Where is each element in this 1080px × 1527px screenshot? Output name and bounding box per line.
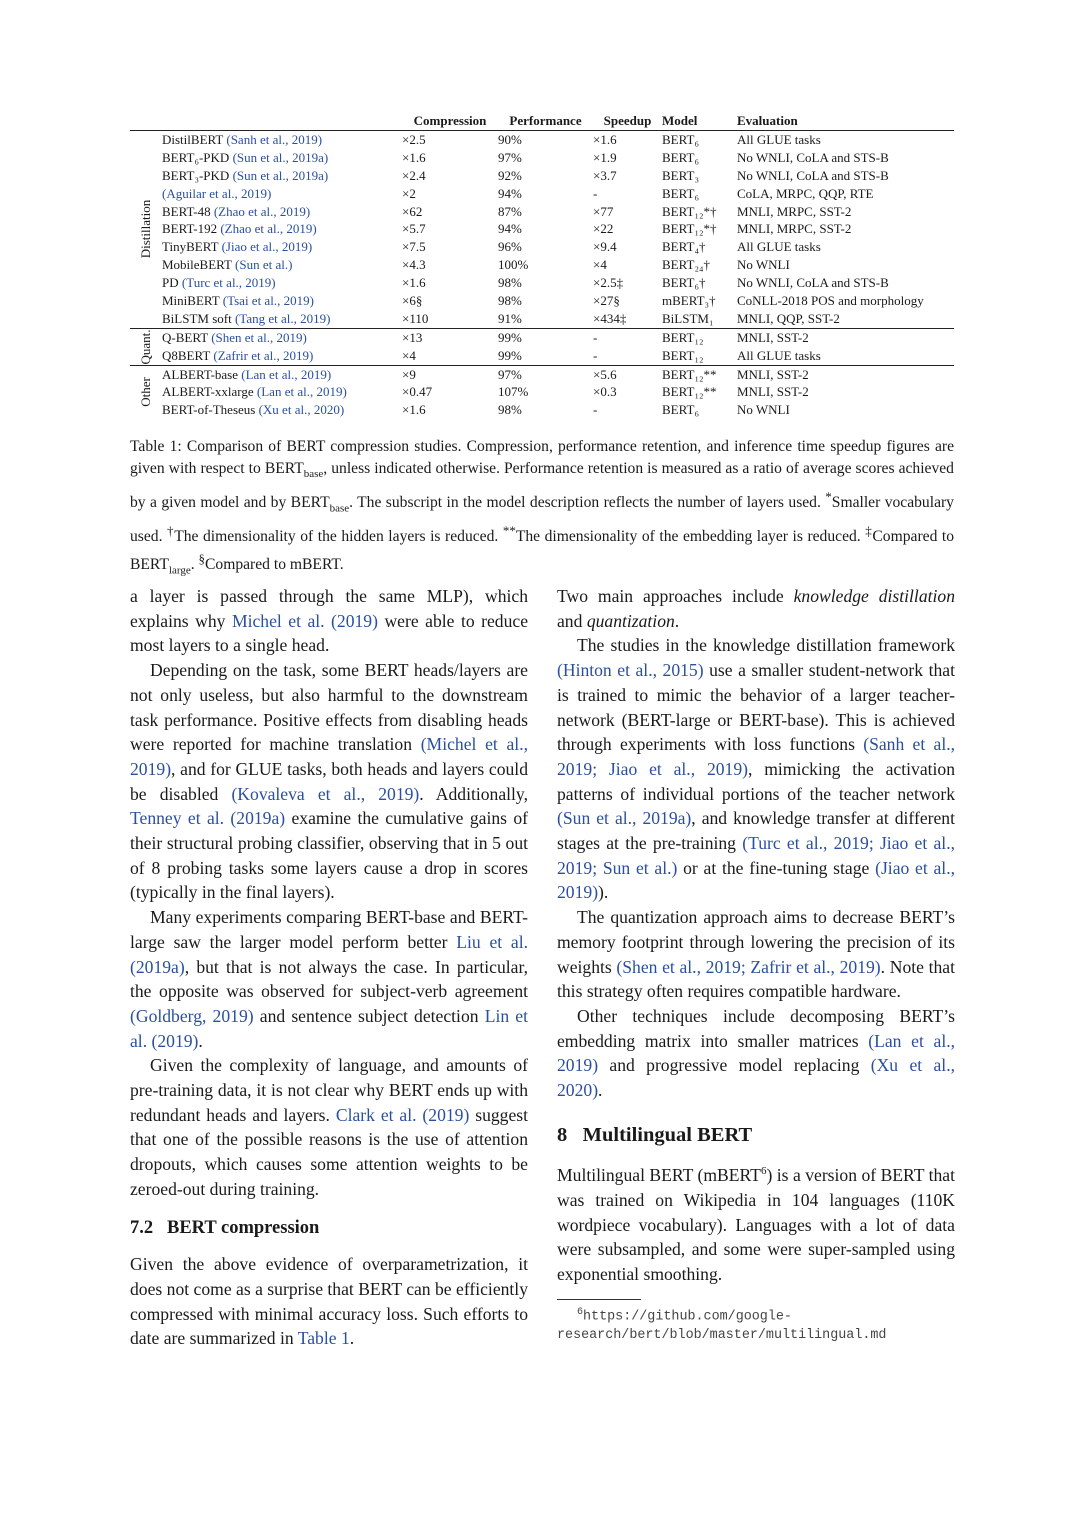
footnote-marker[interactable]: 6 (760, 1165, 767, 1178)
model-cell: BERT₁₂*† (662, 221, 717, 237)
evaluation-cell: MNLI, MRPC, SST-2 (737, 221, 852, 237)
header-compression: Compression (413, 113, 487, 128)
table-row (162, 401, 954, 419)
citation-link[interactable]: (Hinton et al., 2015) (557, 660, 704, 681)
model-cell: BERT₁₂ (662, 347, 704, 363)
table-row (162, 185, 954, 203)
table-caption: Table 1: Comparison of BERT compression studies. Compression, performance retention, and inference time speedup figures are given with respect to $BERT_{base}$, unless indicated otherwise. Performance retention is measured as a ratio of average scores achieved by a given model and by $BERT_{base}$. The subscript in the model description reflects the number of layers used. *Smaller vocabulary used. †The dimensionality of the hidden layers is reduced. **The dimensionality of the embedding layer is reduced. ‡Compared to $BERT_{large}$. §Compared to mBERT. (130, 438, 955, 577)
compression-cell: ×5.7 (402, 221, 426, 237)
method-cell (162, 256, 402, 274)
section-heading: 8 Multilingual BERT (557, 1123, 753, 1146)
performance-cell: 99% (498, 329, 522, 345)
table-body (130, 131, 954, 419)
method-cell (162, 292, 402, 310)
citation-link[interactable]: Lin et al. (2019) (130, 1005, 528, 1051)
evaluation-cell: All GLUE tasks (737, 347, 821, 363)
compression-cell: ×4.3 (402, 257, 426, 273)
citation-link[interactable]: (Tsai et al., 2019) (222, 293, 314, 309)
citation-link[interactable]: (Goldberg, 2019) (130, 1005, 254, 1026)
citation-link[interactable]: (Lan et al., 2019) (256, 384, 347, 400)
paragraph: Depending on the task, some BERT heads/layers are not only useless, but also harmful to the downstream task performance. Positive effects from disabling heads were reported for machine translation (Michel et al., 2019), and for GLUE tasks, both heads and layers could be disabled (Kovaleva et al., 2019). Additionally, Tenney et al. (2019a) examine the cumulative gains of their structural probing classifier, observing that in 5 out of 8 probing tasks some layers cause a drop in scores (typically in the final layers). (130, 660, 528, 903)
model-cell: BERT₁₂*† (662, 203, 717, 219)
method-cell (162, 167, 402, 185)
group-label: Distillation (138, 200, 154, 259)
method-cell (162, 149, 402, 167)
method-name: BERT-192 (162, 221, 218, 237)
method-cell (162, 329, 402, 347)
model-cell: BERT₁₂** (662, 366, 717, 382)
evaluation-cell: CoLA, MRPC, QQP, RTE (737, 185, 874, 201)
table-row (162, 167, 954, 185)
model-cell: BERT₁₂** (662, 384, 717, 400)
compression-cell: ×13 (402, 329, 423, 345)
section-heading: 7.2 BERT compression (130, 1217, 320, 1238)
speedup-cell: ×22 (593, 221, 614, 237)
method-name: TinyBERT (162, 239, 219, 255)
performance-cell: 97% (498, 366, 522, 382)
speedup-cell: ×0.3 (593, 384, 617, 400)
evaluation-cell: MNLI, SST-2 (737, 366, 809, 382)
performance-cell: 94% (498, 185, 522, 201)
speedup-cell: ×2.5‡ (593, 275, 624, 291)
table-row (162, 292, 954, 310)
speedup-cell: ×27§ (593, 293, 620, 309)
performance-cell: 107% (498, 384, 529, 400)
performance-cell: 92% (498, 167, 522, 183)
method-name: ALBERT-xxlarge (162, 384, 254, 400)
footnote-rule (557, 1299, 641, 1300)
speedup-cell: - (593, 347, 598, 363)
citation-link[interactable]: (Zhao et al., 2019) (213, 203, 311, 219)
citation-link[interactable]: (Michel et al., 2019) (130, 734, 528, 779)
evaluation-cell: All GLUE tasks (737, 132, 821, 147)
speedup-cell: - (593, 185, 598, 201)
method-cell (162, 310, 402, 328)
method-name: MobileBERT (162, 257, 232, 273)
method-name: BERT₃-PKD (162, 167, 230, 183)
speedup-cell: ×1.9 (593, 149, 617, 165)
citation-link[interactable]: (Sun et al., 2019a) (232, 167, 329, 183)
citation-link[interactable]: (Sanh et al., 2019; Jiao et al., 2019) (557, 734, 955, 779)
citation-link[interactable]: (Aguilar et al., 2019) (162, 185, 272, 201)
compression-cell: ×2.5 (402, 132, 426, 147)
model-cell: BERT₆ (662, 149, 699, 165)
citation-link[interactable]: (Lan et al., 2019) (557, 1030, 956, 1076)
paragraph: The studies in the knowledge distillation framework (Hinton et al., 2015) use a smaller student-network that is trained to mimic the behavior of a larger teacher-network (BERT-large or BERT-base). This is achieved through experiments with loss functions (Sanh et al., 2019; Jiao et al., 2019), mimicking the activation patterns of individual portions of the teacher network (Sun et al., 2019a), and knowledge transfer at different stages at the pre-training (Turc et al., 2019; Jiao et al., 2019; Sun et al.) or at the fine-tuning stage (Jiao et al., 2019)). (557, 635, 955, 903)
performance-cell: 91% (498, 310, 522, 326)
evaluation-cell: CoNLL-2018 POS and morphology (737, 293, 924, 309)
method-name: BERT-48 (162, 203, 211, 219)
evaluation-cell: No WNLI, CoLA and STS-B (737, 167, 889, 183)
citation-link[interactable]: Tenney et al. (2019a) (130, 808, 286, 829)
performance-cell: 96% (498, 239, 522, 255)
evaluation-cell: MNLI, QQP, SST-2 (737, 310, 840, 326)
paragraph: a layer is passed through the same MLP), which explains why Michel et al. (2019) were able to reduce most layers to a single head. (130, 586, 529, 656)
table-row (162, 238, 954, 256)
table-row (162, 149, 954, 167)
method-cell (162, 274, 402, 292)
compression-cell: ×4 (402, 347, 416, 363)
model-cell: mBERT₃† (662, 293, 716, 309)
citation-link[interactable]: Michel et al. (2019) (231, 610, 378, 631)
method-name: DistilBERT (162, 132, 224, 147)
performance-cell: 100% (498, 257, 529, 273)
header-method (162, 112, 402, 130)
evaluation-cell: MNLI, MRPC, SST-2 (737, 203, 852, 219)
header-model: Model (662, 113, 698, 128)
group-label: Quant. (138, 329, 154, 365)
performance-cell: 99% (498, 347, 522, 363)
performance-cell: 98% (498, 275, 522, 291)
performance-cell: 98% (498, 293, 522, 309)
model-cell: BiLSTM₁ (662, 310, 714, 326)
citation-link[interactable]: (Jiao et al., 2019) (557, 857, 955, 903)
speedup-cell: ×1.6 (593, 132, 617, 147)
left-column (130, 584, 528, 1351)
compression-cell: ×2.4 (402, 167, 426, 183)
citation-link[interactable]: (Sanh et al., 2019) (226, 132, 323, 147)
table-row (162, 366, 954, 384)
method-name: MiniBERT (162, 293, 220, 309)
footnote-url[interactable]: https://github.com/google-research/bert/blob/master/multilingual.md (557, 1309, 887, 1343)
right-column (557, 584, 955, 1345)
citation-link[interactable]: (Kovaleva et al., 2019) (231, 783, 420, 804)
method-cell (162, 185, 402, 203)
model-cell: BERT₆ (662, 185, 699, 201)
citation-link[interactable]: Liu et al. (2019a) (130, 931, 528, 977)
citation-link[interactable]: (Turc et al., 2019; Jiao et al., 2019; Sun et al.) (557, 833, 955, 878)
performance-cell: 97% (498, 149, 522, 165)
paragraph: Other techniques include decomposing BERT’s embedding matrix into smaller matrices (Lan et al., 2019) and progressive model replacing (Xu et al., 2020). (557, 1005, 956, 1101)
citation-link[interactable]: (Sun et al., 2019a) (557, 808, 692, 829)
paragraph: The quantization approach aims to decrease BERT’s memory footprint through lowering the precision of its weights (Shen et al., 2019; Zafrir et al., 2019). Note that this strategy often requires compatible hardware. (557, 907, 955, 1002)
model-cell: BERT₆† (662, 275, 706, 291)
citation-link[interactable]: (Sun et al.) (235, 257, 293, 273)
compression-cell: ×62 (402, 203, 423, 219)
paragraph: Given the above evidence of overparametrization, it does not come as a surprise that BERT can be efficiently compressed with minimal accuracy loss. Such efforts to date are summarized in Table 1. (130, 1254, 528, 1349)
model-cell: BERT₁₂ (662, 329, 704, 345)
method-name: ALBERT-base (162, 366, 239, 382)
speedup-cell: ×434‡ (593, 310, 627, 326)
method-name: PD (162, 275, 179, 291)
citation-link[interactable]: (Shen et al., 2019; Zafrir et al., 2019) (616, 956, 881, 977)
citation-link[interactable]: (Zafrir et al., 2019) (213, 347, 314, 363)
compression-cell: ×6§ (402, 293, 423, 309)
citation-link[interactable]: (Tang et al., 2019) (234, 310, 331, 326)
method-name: BiLSTM soft (162, 310, 232, 326)
evaluation-cell: No WNLI, CoLA and STS-B (737, 149, 889, 165)
table-group-other (130, 366, 954, 420)
compression-cell: ×7.5 (402, 239, 426, 255)
table-row (162, 329, 954, 347)
speedup-cell: ×77 (593, 203, 614, 219)
paragraph: Given the complexity of language, and amounts of pre-training data, it is not clear why BERT ends up with redundant heads and layers. Clark et al. (2019) suggest that one of the possible reasons is the use of attention dropouts, which causes some attention weights to be zeroed-out during training. (130, 1055, 529, 1199)
evaluation-cell: No WNLI (737, 257, 790, 273)
table-group-quant (130, 329, 954, 366)
group-label: Other (138, 377, 154, 408)
performance-cell: 87% (498, 203, 522, 219)
performance-cell: 90% (498, 132, 522, 147)
method-name: BERT₆-PKD (162, 149, 230, 165)
method-cell (162, 366, 402, 384)
method-cell (162, 238, 402, 256)
speedup-cell: ×5.6 (593, 366, 617, 382)
footnote: $^6$https://github.com/google-research/bert/blob/master/multilingual.md (557, 1306, 887, 1343)
header-performance: Performance (509, 113, 582, 128)
table-row (162, 347, 954, 365)
method-name: BERT-of-Theseus (162, 402, 256, 418)
compression-cell: ×1.6 (402, 149, 426, 165)
model-cell: BERT₃ (662, 167, 699, 183)
table-header-row (130, 112, 954, 131)
table-row (162, 203, 954, 221)
compression-cell: ×110 (402, 310, 429, 326)
method-name: Q8BERT (162, 347, 211, 363)
citation-link[interactable]: (Zhao et al., 2019) (220, 221, 317, 237)
citation-link[interactable]: (Xu et al., 2020) (557, 1055, 955, 1101)
citation-link[interactable]: (Jiao et al., 2019) (221, 239, 313, 255)
method-cell (162, 383, 402, 401)
citation-link[interactable]: (Turc et al., 2019) (181, 275, 276, 291)
compression-cell: ×9 (402, 366, 416, 382)
method-cell (162, 347, 402, 365)
speedup-cell: ×9.4 (593, 239, 617, 255)
model-cell: BERT₂₄† (662, 257, 711, 273)
performance-cell: 94% (498, 221, 522, 237)
speedup-cell: - (593, 402, 598, 418)
evaluation-cell: No WNLI, CoLA and STS-B (737, 275, 889, 291)
table-reference-link[interactable]: Table 1 (297, 1328, 350, 1349)
paragraph: Two main approaches include knowledge distillation and quantization. (557, 586, 955, 631)
speedup-cell: ×3.7 (593, 167, 617, 183)
evaluation-cell: All GLUE tasks (737, 239, 821, 255)
method-cell (162, 220, 402, 238)
citation-link[interactable]: (Sun et al., 2019a) (232, 149, 329, 165)
evaluation-cell: MNLI, SST-2 (737, 329, 809, 345)
speedup-cell: - (593, 329, 598, 345)
table-row (162, 131, 954, 149)
table-row (162, 383, 954, 401)
table-row (162, 310, 954, 328)
table-row (162, 256, 954, 274)
compression-cell: ×0.47 (402, 384, 433, 400)
table-row (162, 220, 954, 238)
compression-cell: ×1.6 (402, 275, 426, 291)
table-group-distillation (130, 131, 954, 329)
comparison-table (130, 112, 954, 419)
header-speedup: Speedup (603, 113, 652, 128)
compression-cell: ×2 (402, 185, 416, 201)
table-row (162, 274, 954, 292)
paragraph: Multilingual BERT (mBERT$^6$) is a version of BERT that was trained on Wikipedia in 104 languages (110K wordpiece vocabulary). Languages with a lot of data were subsampled, and some were super-sampled using exponential smoothing. (557, 1165, 956, 1285)
paragraph: Many experiments comparing BERT-base and BERT-large saw the larger model perform better Liu et al. (2019a), but that is not always the case. In particular, the opposite was observed for subject-verb agreement (Goldberg, 2019) and sentence subject detection Lin et al. (2019). (130, 907, 528, 1051)
model-cell: BERT₆ (662, 402, 699, 418)
model-cell: BERT₄† (662, 239, 706, 255)
evaluation-cell: No WNLI (737, 402, 790, 418)
method-cell (162, 401, 402, 419)
method-name: Q-BERT (162, 329, 208, 345)
speedup-cell: ×4 (593, 257, 607, 273)
citation-link[interactable]: (Xu et al., 2020) (258, 402, 345, 418)
header-evaluation: Evaluation (737, 113, 798, 128)
evaluation-cell: MNLI, SST-2 (737, 384, 809, 400)
compression-cell: ×1.6 (402, 402, 426, 418)
citation-link[interactable]: (Shen et al., 2019) (211, 329, 307, 345)
citation-link[interactable]: (Lan et al., 2019) (241, 366, 332, 382)
method-cell (162, 203, 402, 221)
method-cell (162, 131, 402, 149)
performance-cell: 98% (498, 402, 522, 418)
citation-link[interactable]: Clark et al. (2019) (335, 1104, 470, 1125)
model-cell: BERT₆ (662, 132, 699, 147)
